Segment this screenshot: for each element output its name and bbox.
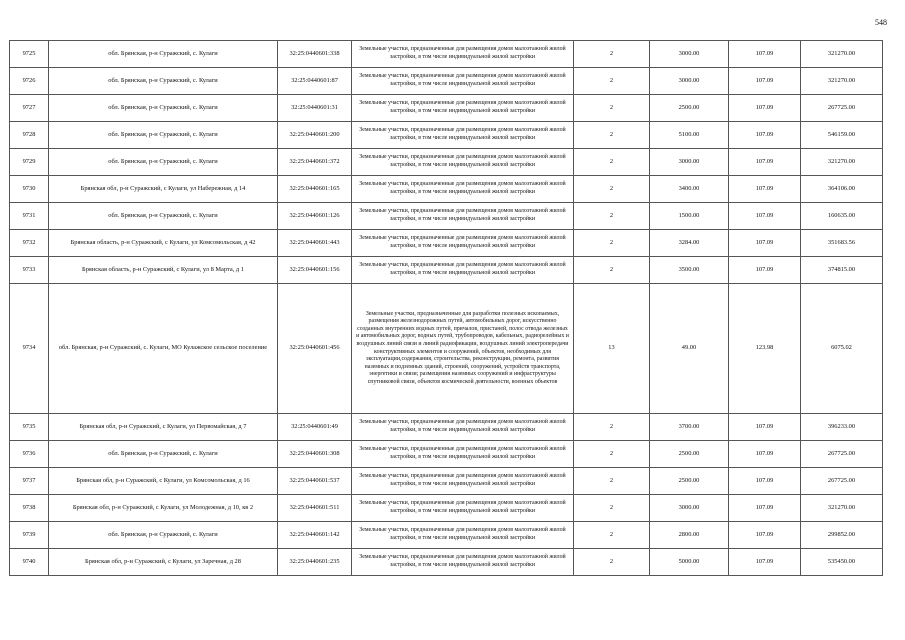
area-cell: 3284.00 — [650, 230, 729, 257]
cadastral-number-cell: 32:25:0440601:165 — [278, 176, 352, 203]
land-use-cell: Земельные участки, предназначенные для размещения домов малоэтажной жилой застройки, в том числе индивидуальной жилой застройки — [352, 441, 574, 468]
address-cell: обл. Брянская, р-н Суражский, с. Кулаги — [49, 41, 278, 68]
specific-value-cell: 107.09 — [729, 495, 801, 522]
cadastral-value-cell: 374815.00 — [801, 257, 883, 284]
specific-value-cell: 107.09 — [729, 414, 801, 441]
land-use-cell: Земельные участки, предназначенные для размещения домов малоэтажной жилой застройки, в том числе индивидуальной жилой застройки — [352, 95, 574, 122]
cadastral-value-cell: 364106.00 — [801, 176, 883, 203]
cadastral-number-cell: 32:25:0440601:443 — [278, 230, 352, 257]
address-cell: обл. Брянская, р-н Суражский, с. Кулаги — [49, 68, 278, 95]
use-group-cell: 2 — [574, 414, 650, 441]
cadastral-number-cell: 32:25:0440601:456 — [278, 284, 352, 414]
area-cell: 2500.00 — [650, 95, 729, 122]
specific-value-cell: 107.09 — [729, 122, 801, 149]
row-number-cell: 9738 — [10, 495, 49, 522]
address-cell: обл. Брянская, р-н Суражский, с. Кулаги — [49, 122, 278, 149]
cadastral-number-cell: 32:25:0440601:126 — [278, 203, 352, 230]
address-cell: обл. Брянская, р-н Суражский, с. Кулаги — [49, 95, 278, 122]
address-cell: обл. Брянская, р-н Суражский, с. Кулаги — [49, 522, 278, 549]
land-use-cell: Земельные участки, предназначенные для размещения домов малоэтажной жилой застройки, в том числе индивидуальной жилой застройки — [352, 230, 574, 257]
table-row — [10, 149, 883, 176]
row-number-cell: 9733 — [10, 257, 49, 284]
land-use-cell: Земельные участки, предназначенные для размещения домов малоэтажной жилой застройки, в том числе индивидуальной жилой застройки — [352, 176, 574, 203]
area-cell: 2500.00 — [650, 441, 729, 468]
row-number-cell: 9726 — [10, 68, 49, 95]
use-group-cell: 2 — [574, 149, 650, 176]
area-cell: 3700.00 — [650, 414, 729, 441]
row-number-cell: 9731 — [10, 203, 49, 230]
cadastral-value-cell: 267725.00 — [801, 95, 883, 122]
area-cell: 3000.00 — [650, 41, 729, 68]
address-cell: обл. Брянская, р-н Суражский, с. Кулаги — [49, 441, 278, 468]
table-row — [10, 230, 883, 257]
use-group-cell: 2 — [574, 549, 650, 576]
cadastral-number-cell: 32:25:0440601:338 — [278, 41, 352, 68]
use-group-cell: 2 — [574, 468, 650, 495]
use-group-cell: 2 — [574, 441, 650, 468]
cadastral-number-cell: 32:25:0440601:235 — [278, 549, 352, 576]
table-row — [10, 284, 883, 414]
cadastral-value-cell: 321270.00 — [801, 68, 883, 95]
area-cell: 3400.00 — [650, 176, 729, 203]
table-row — [10, 122, 883, 149]
specific-value-cell: 107.09 — [729, 522, 801, 549]
use-group-cell: 2 — [574, 176, 650, 203]
specific-value-cell: 107.09 — [729, 176, 801, 203]
table-row — [10, 68, 883, 95]
cadastral-value-cell: 546159.00 — [801, 122, 883, 149]
cadastral-number-cell: 32:25:0440601:537 — [278, 468, 352, 495]
cadastral-number-cell: 32:25:0440601:87 — [278, 68, 352, 95]
land-use-cell: Земельные участки, предназначенные для размещения домов малоэтажной жилой застройки, в том числе индивидуальной жилой застройки — [352, 203, 574, 230]
row-number-cell: 9734 — [10, 284, 49, 414]
address-cell: Брянская обл, р-н Суражский, с Кулаги, ул Набережная, д 14 — [49, 176, 278, 203]
land-use-cell: Земельные участки, предназначенные для размещения домов малоэтажной жилой застройки, в том числе индивидуальной жилой застройки — [352, 41, 574, 68]
row-number-cell: 9728 — [10, 122, 49, 149]
specific-value-cell: 107.09 — [729, 95, 801, 122]
use-group-cell: 2 — [574, 203, 650, 230]
address-cell: Брянская обл, р-н Суражский, с Кулаги, ул Комсомольская, д 16 — [49, 468, 278, 495]
address-cell: обл. Брянская, р-н Суражский, с. Кулаги — [49, 149, 278, 176]
table-row — [10, 441, 883, 468]
address-cell: Брянская обл, р-н Суражский, с Кулаги, ул Первомайская, д 7 — [49, 414, 278, 441]
use-group-cell: 2 — [574, 122, 650, 149]
table-row — [10, 257, 883, 284]
cadastral-number-cell: 32:25:0440601:200 — [278, 122, 352, 149]
cadastral-number-cell: 32:25:0440601:372 — [278, 149, 352, 176]
area-cell: 2800.00 — [650, 522, 729, 549]
use-group-cell: 2 — [574, 41, 650, 68]
land-use-cell: Земельные участки, предназначенные для размещения домов малоэтажной жилой застройки, в том числе индивидуальной жилой застройки — [352, 414, 574, 441]
area-cell: 5000.00 — [650, 549, 729, 576]
row-number-cell: 9730 — [10, 176, 49, 203]
land-use-cell: Земельные участки, предназначенные для размещения домов малоэтажной жилой застройки, в том числе индивидуальной жилой застройки — [352, 149, 574, 176]
use-group-cell: 13 — [574, 284, 650, 414]
area-cell: 3500.00 — [650, 257, 729, 284]
cadastral-value-cell: 299852.00 — [801, 522, 883, 549]
specific-value-cell: 107.09 — [729, 41, 801, 68]
address-cell: обл. Брянская, р-н Суражский, с. Кулаги — [49, 203, 278, 230]
use-group-cell: 2 — [574, 95, 650, 122]
specific-value-cell: 107.09 — [729, 441, 801, 468]
cadastral-number-cell: 32:25:0440601:31 — [278, 95, 352, 122]
cadastral-value-cell: 535450.00 — [801, 549, 883, 576]
land-use-cell: Земельные участки, предназначенные для размещения домов малоэтажной жилой застройки, в том числе индивидуальной жилой застройки — [352, 68, 574, 95]
row-number-cell: 9729 — [10, 149, 49, 176]
row-number-cell: 9732 — [10, 230, 49, 257]
specific-value-cell: 123.98 — [729, 284, 801, 414]
table-row — [10, 468, 883, 495]
table-row — [10, 203, 883, 230]
specific-value-cell: 107.09 — [729, 149, 801, 176]
specific-value-cell: 107.09 — [729, 468, 801, 495]
cadastral-number-cell: 32:25:0440601:49 — [278, 414, 352, 441]
row-number-cell: 9736 — [10, 441, 49, 468]
table-row — [10, 176, 883, 203]
use-group-cell: 2 — [574, 257, 650, 284]
cadastral-value-cell: 321270.00 — [801, 41, 883, 68]
table-row — [10, 414, 883, 441]
cadastral-value-cell: 321270.00 — [801, 149, 883, 176]
table-row — [10, 495, 883, 522]
cadastral-value-cell: 321270.00 — [801, 495, 883, 522]
cadastral-value-table — [9, 40, 883, 576]
table-row — [10, 95, 883, 122]
row-number-cell: 9739 — [10, 522, 49, 549]
land-use-cell: Земельные участки, предназначенные для размещения домов малоэтажной жилой застройки, в том числе индивидуальной жилой застройки — [352, 522, 574, 549]
table-row — [10, 522, 883, 549]
address-cell: Брянская обл, р-н Суражский, с Кулаги, ул Молодежная, д 10, кв 2 — [49, 495, 278, 522]
row-number-cell: 9727 — [10, 95, 49, 122]
land-use-cell: Земельные участки, предназначенные для размещения домов малоэтажной жилой застройки, в том числе индивидуальной жилой застройки — [352, 495, 574, 522]
cadastral-value-cell: 267725.00 — [801, 468, 883, 495]
address-cell: Брянская обл, р-н Суражский, с Кулаги, ул Заречная, д 28 — [49, 549, 278, 576]
cadastral-value-cell: 267725.00 — [801, 441, 883, 468]
address-cell: Брянская область, р-н Суражский, с Кулаги, ул Комсомольская, д 42 — [49, 230, 278, 257]
row-number-cell: 9735 — [10, 414, 49, 441]
area-cell: 2500.00 — [650, 468, 729, 495]
specific-value-cell: 107.09 — [729, 203, 801, 230]
specific-value-cell: 107.09 — [729, 257, 801, 284]
land-use-cell: Земельные участки, предназначенные для размещения домов малоэтажной жилой застройки, в том числе индивидуальной жилой застройки — [352, 468, 574, 495]
use-group-cell: 2 — [574, 68, 650, 95]
land-use-cell: Земельные участки, предназначенные для размещения домов малоэтажной жилой застройки, в том числе индивидуальной жилой застройки — [352, 257, 574, 284]
land-use-cell: Земельные участки, предназначенные для размещения домов малоэтажной жилой застройки, в том числе индивидуальной жилой застройки — [352, 549, 574, 576]
area-cell: 1500.00 — [650, 203, 729, 230]
area-cell: 3000.00 — [650, 68, 729, 95]
cadastral-value-cell: 351683.56 — [801, 230, 883, 257]
land-use-cell: Земельные участки, предназначенные для размещения домов малоэтажной жилой застройки, в том числе индивидуальной жилой застройки — [352, 122, 574, 149]
row-number-cell: 9737 — [10, 468, 49, 495]
specific-value-cell: 107.09 — [729, 549, 801, 576]
address-cell: Брянская область, р-н Суражский, с Кулаги, ул 8 Марта, д 1 — [49, 257, 278, 284]
table-body — [10, 41, 883, 576]
cadastral-value-cell: 6075.02 — [801, 284, 883, 414]
use-group-cell: 2 — [574, 230, 650, 257]
page-number: 548 — [875, 18, 887, 27]
specific-value-cell: 107.09 — [729, 68, 801, 95]
table-row — [10, 41, 883, 68]
cadastral-number-cell: 32:25:0440601:156 — [278, 257, 352, 284]
table-row — [10, 549, 883, 576]
area-cell: 49.00 — [650, 284, 729, 414]
row-number-cell: 9725 — [10, 41, 49, 68]
address-cell: обл. Брянская, р-н Суражский, с. Кулаги, МО Кулажское сельское поселение — [49, 284, 278, 414]
use-group-cell: 2 — [574, 522, 650, 549]
area-cell: 3000.00 — [650, 495, 729, 522]
cadastral-number-cell: 32:25:0440601:142 — [278, 522, 352, 549]
row-number-cell: 9740 — [10, 549, 49, 576]
cadastral-value-cell: 396233.00 — [801, 414, 883, 441]
cadastral-number-cell: 32:25:0440601:308 — [278, 441, 352, 468]
use-group-cell: 2 — [574, 495, 650, 522]
cadastral-number-cell: 32:25:0440601:511 — [278, 495, 352, 522]
area-cell: 5100.00 — [650, 122, 729, 149]
cadastral-value-cell: 160635.00 — [801, 203, 883, 230]
land-use-cell: Земельные участки, предназначенные для разработки полезных ископаемых, размещения железнодорожных путей, автомобильных дорог, искусственно созданных внутренних водных путей, причалов, пристаней, полос отвода железных и автомобильных дорог, водных путей, трубопроводов, кабельных, радиорелейных и воздушных линий связи и линий радиофикации, воздушных линий электропередачи конструктивных элементов и сооружений, объектов, необходимых для эксплуатации,содержания, строительства, реконструкции, ремонта, развития наземных и подземных зданий, строений, сооружений, устройств транспорта, энергетики и связи; размещения наземных сооружений и инфраструктуры спутниковой связи, объектов космической деятельности, военных объектов — [352, 284, 574, 414]
specific-value-cell: 107.09 — [729, 230, 801, 257]
area-cell: 3000.00 — [650, 149, 729, 176]
